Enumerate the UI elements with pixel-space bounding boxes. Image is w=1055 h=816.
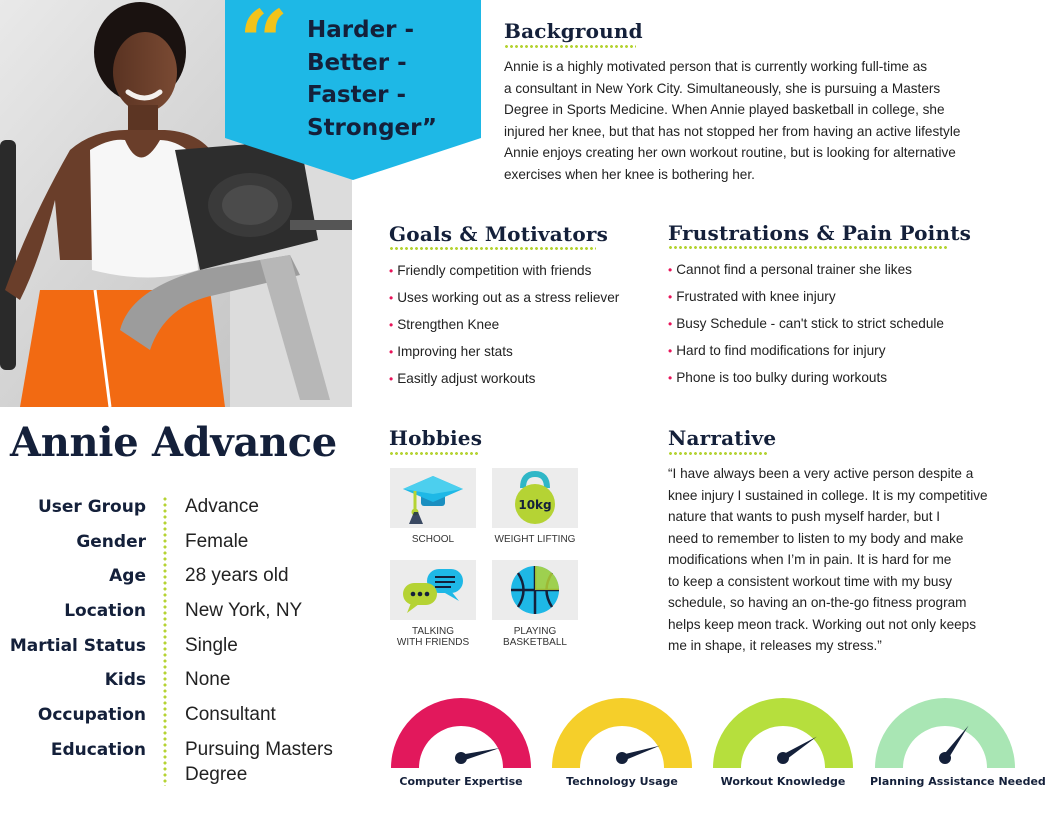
narrative-paragraph	[668, 463, 1048, 657]
background-line: exercises when her knee is bothering her.	[504, 166, 755, 182]
hobby-tile	[492, 560, 578, 620]
narrative-line: knee injury I sustained in college. It is my competitive	[668, 487, 988, 503]
gauge-dial	[870, 698, 1020, 768]
gauge-hub	[939, 752, 951, 764]
hobby-tile	[390, 560, 476, 620]
narrative-line: modifications when I’m in pain. It is hard for me	[668, 552, 952, 567]
list-item: • Cannot find a personal trainer she likes	[668, 262, 912, 277]
gauge-label: Workout Knowledge	[720, 775, 846, 788]
background-line: injured her knee, but that has not stopped her from having an active lifestyle	[504, 123, 961, 139]
goals-underline	[389, 247, 596, 250]
demo-label: Kids	[104, 670, 146, 690]
kettlebell-icon	[507, 470, 563, 526]
demo-value: 28 years old	[185, 565, 289, 586]
demo-value: Degree	[185, 764, 248, 785]
goals-list	[389, 261, 619, 396]
quote-mark-icon: “	[239, 0, 289, 93]
bullet-icon: •	[389, 345, 394, 359]
narrative-line: schedule, so having an on-the-go fitness program	[668, 595, 967, 610]
list-item: • Hard to find modifications for injury	[668, 343, 886, 358]
demo-label: Location	[64, 601, 146, 621]
narrative-line: me in shape, it releases my stress.”	[668, 638, 882, 653]
quote-line: Better -	[307, 49, 407, 76]
hobby-tile	[390, 468, 476, 528]
demo-label: Martial Status	[9, 636, 146, 656]
hobby-weight-lifting	[492, 468, 578, 545]
demo-value: New York, NY	[185, 600, 303, 621]
hobby-talking	[390, 560, 476, 648]
goals-heading: Goals & Motivators	[389, 222, 609, 246]
bullet-icon: •	[389, 372, 394, 386]
demo-value: Pursuing Masters	[185, 739, 333, 760]
hobby-basketball	[492, 560, 578, 648]
list-item: • Busy Schedule - can't stick to strict schedule	[668, 316, 944, 331]
frustrations-heading: Frustrations & Pain Points	[668, 221, 972, 245]
bullet-icon: •	[389, 264, 394, 278]
gauge-dial	[708, 698, 858, 768]
narrative-line: “I have always been a very active person despite a	[668, 466, 974, 481]
hobby-caption: SCHOOL	[411, 534, 455, 545]
quote-line: Harder -	[307, 17, 415, 43]
list-item: • Easitly adjust workouts	[389, 371, 536, 386]
hobby-tile	[492, 468, 578, 528]
background-heading: Background	[504, 19, 643, 43]
bullet-icon: •	[668, 371, 673, 385]
gauge-hub	[616, 752, 628, 764]
gauge-label: Planning Assistance Needed	[870, 775, 1046, 788]
hobbies-underline	[389, 452, 479, 455]
demo-label: Gender	[76, 532, 146, 552]
bullet-icon: •	[668, 317, 673, 331]
demo-label: User Group	[37, 497, 146, 517]
frustrations-list	[668, 260, 944, 395]
hobby-caption: TALKING WITH FRIENDS	[396, 626, 470, 648]
quote-text	[307, 14, 477, 144]
gauge-dial	[547, 698, 697, 768]
bullet-icon: •	[389, 318, 394, 332]
narrative-line: to keep a consistent workout time with my busy	[668, 573, 953, 589]
hobby-school	[390, 468, 476, 545]
demo-label: Occupation	[37, 705, 146, 725]
narrative-underline	[668, 452, 768, 455]
demographics-divider	[163, 496, 167, 786]
gauge-dial	[386, 698, 536, 768]
demo-label: Education	[50, 740, 146, 760]
graduation-cap-icon	[401, 472, 465, 524]
narrative-line: need to remember to listen to my body and make	[668, 530, 964, 546]
narrative-line: nature that wants to push myself harder, but I	[668, 509, 941, 524]
quote-line: Stronger”	[307, 114, 438, 141]
background-line: a consultant in New York City. Simultaneously, she is pursuing a Masters	[504, 80, 941, 96]
demo-value: None	[185, 669, 231, 690]
bullet-icon: •	[668, 344, 673, 358]
demo-label: Age	[109, 566, 146, 586]
demo-value: Single	[185, 635, 238, 656]
list-item: • Uses working out as a stress reliever	[389, 290, 620, 305]
list-item: • Friendly competition with friends	[389, 263, 592, 278]
bullet-icon: •	[668, 290, 673, 304]
narrative-line: helps keep meon track. Working out not only keeps	[668, 616, 977, 632]
background-paragraph	[504, 56, 1044, 185]
bullet-icon: •	[389, 291, 394, 305]
list-item: • Frustrated with knee injury	[668, 289, 836, 304]
hobbies-heading: Hobbies	[389, 426, 483, 450]
demo-value: Advance	[185, 496, 259, 517]
bullet-icon: •	[668, 263, 673, 277]
kettlebell-badge: 10kg	[518, 498, 552, 512]
gauge-planning-assistance	[870, 698, 1046, 788]
background-line: Annie is a highly motivated person that is currently working full-time as	[504, 59, 928, 74]
list-item: • Strengthen Knee	[389, 317, 500, 332]
persona-name: Annie Advance	[10, 419, 337, 466]
list-item: • Phone is too bulky during workouts	[668, 370, 888, 385]
basketball-icon	[509, 564, 561, 616]
demo-value: Consultant	[185, 704, 276, 725]
gauge-computer-expertise	[386, 698, 536, 788]
background-line: Annie enjoys creating her own workout routine, but is looking for alternative	[504, 145, 956, 160]
hobby-caption: WEIGHT LIFTING	[494, 534, 576, 545]
chat-bubbles-icon	[399, 563, 467, 617]
narrative-heading: Narrative	[668, 426, 777, 450]
frustrations-underline	[668, 246, 948, 249]
hobby-caption: PLAYING BASKETBALL	[503, 626, 567, 648]
quote-banner	[225, 0, 481, 180]
gauge-hub	[777, 752, 789, 764]
background-line: Degree in Sports Medicine. When Annie played basketball in college, she	[504, 102, 945, 117]
gauge-technology-usage	[547, 698, 697, 788]
gauge-hub	[455, 752, 467, 764]
background-underline	[504, 45, 636, 48]
demo-value: Female	[185, 531, 249, 552]
gauge-label: Computer Expertise	[399, 775, 523, 788]
quote-line: Faster -	[307, 82, 407, 108]
gauge-workout-knowledge	[708, 698, 858, 788]
list-item: • Improving her stats	[389, 344, 513, 359]
gauge-label: Technology Usage	[566, 775, 678, 788]
